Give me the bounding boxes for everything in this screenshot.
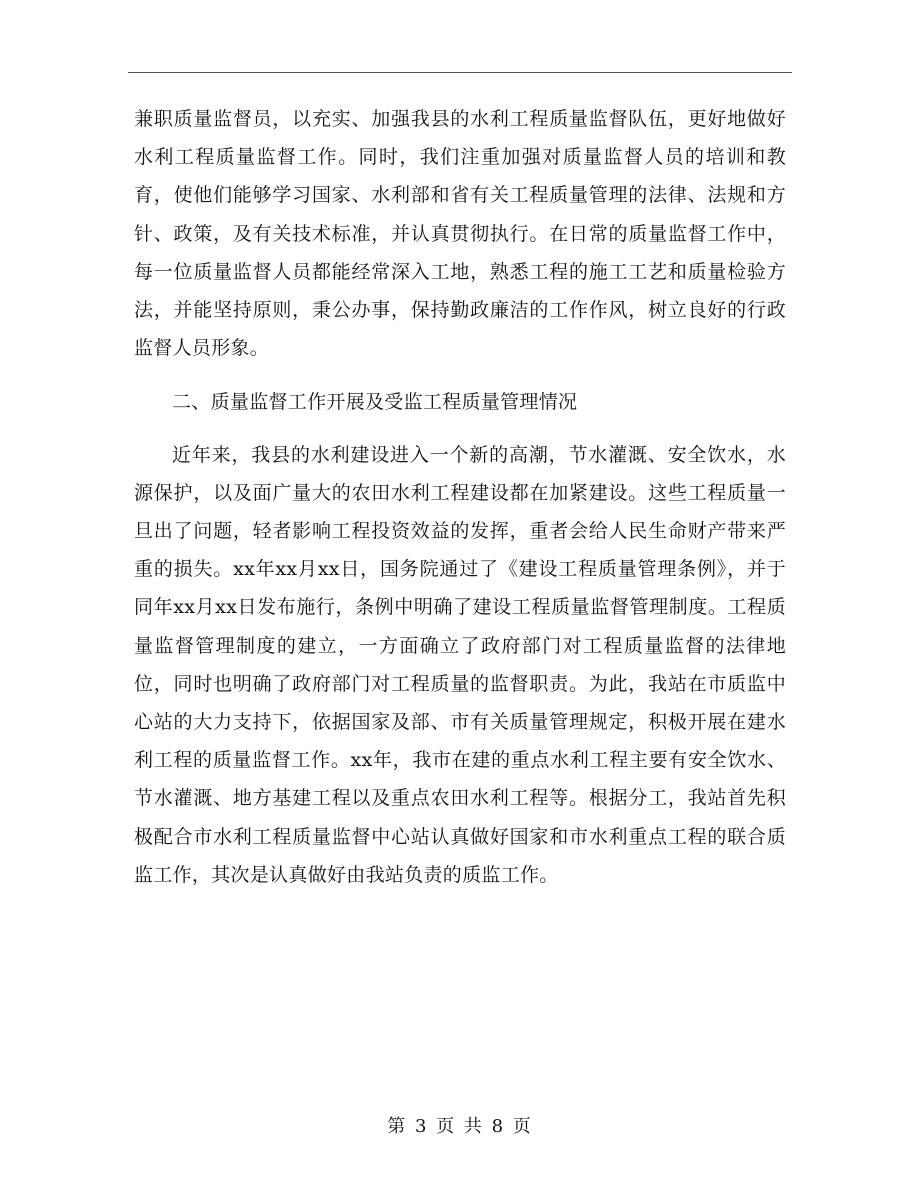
paragraph-continuation: 兼职质量监督员，以充实、加强我县的水利工程质量监督队伍，更好地做好水利工程质量监督工作。同时，我们注重加强对质量监督人员的培训和教育，使他们能够学习国家、水利部和省有关工程质量管理的法律、法规和方针、政策，及有关技术标准，并认真贯彻执行。在日常的质量监督工作中，每一位质量监督人员都能经常深入工地，熟悉工程的施工工艺和质量检验方法，并能坚持原则，秉公办事，保持勤政廉洁的工作作风，树立良好的行政监督人员形象。 xyxy=(134,108,786,360)
paragraph-body: 近年来，我县的水利建设进入一个新的高潮，节水灌溉、安全饮水，水源保护，以及面广量大的农田水利工程建设都在加紧建设。这些工程质量一旦出了问题，轻者影响工程投资效益的发挥，重者会给人民生命财产带来严重的损失。xx年xx月xx日，国务院通过了《建设工程质量管理条例》，并于同年xx月xx日发布施行，条例中明确了建设工程质量监督管理制度。工程质量监督管理制度的建立，一方面确立了政府部门对工程质量监督的法律地位，同时也明确了政府部门对工程质量的监督职责。为此，我站在市质监中心站的大力支持下，依据国家及部、市有关质量管理规定，积极开展在建水利工程的质量监督工作。xx年，我市在建的重点水利工程主要有安全饮水、节水灌溉、地方基建工程以及重点农田水利工程等。根据分工，我站首先积极配合市水利工程质量监督中心站认真做好国家和市水利重点工程的联合质监工作，其次是认真做好由我站负责的质监工作。 xyxy=(134,443,786,886)
page-number-footer: 第 3 页 共 8 页 xyxy=(387,1116,533,1137)
header-rule xyxy=(128,72,792,73)
document-body xyxy=(134,100,786,894)
section-heading: 二、质量监督工作开展及受监工程质量管理情况 xyxy=(172,391,578,414)
